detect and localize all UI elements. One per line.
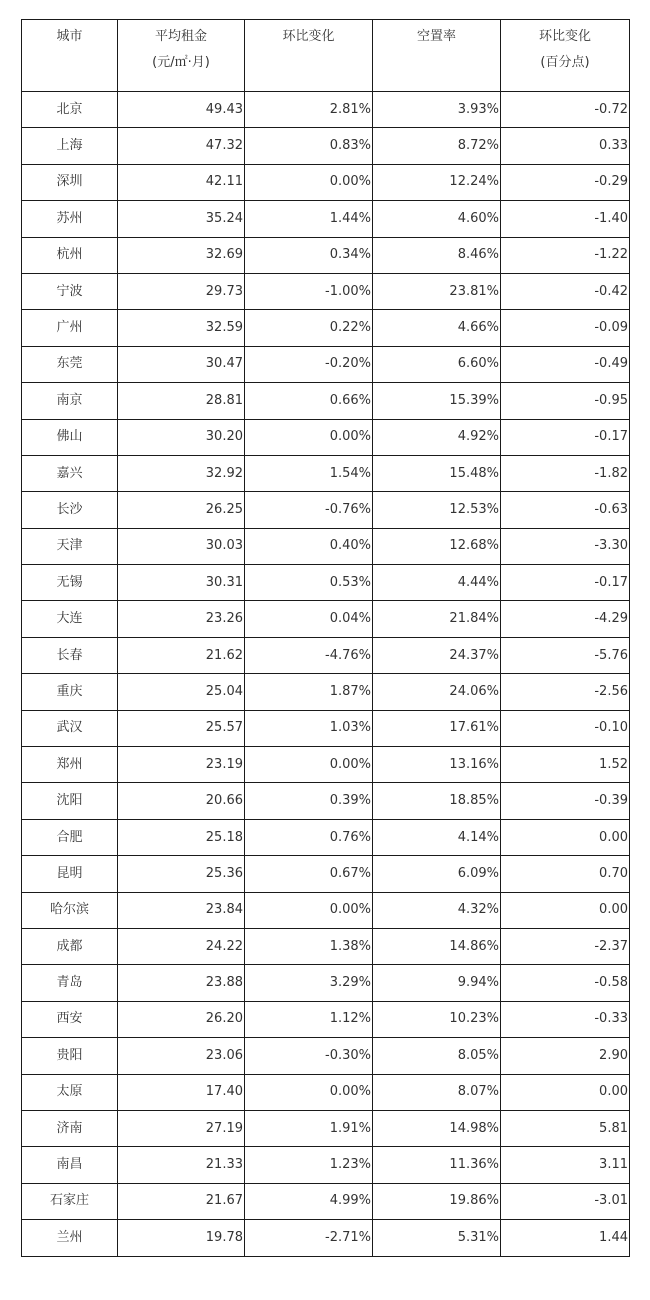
avg-rent-cell: 17.40 bbox=[118, 1074, 245, 1110]
city-cell: 武汉 bbox=[22, 710, 118, 746]
rent-change-cell: -0.76% bbox=[245, 492, 373, 528]
vacancy-change-cell: -0.17 bbox=[501, 565, 630, 601]
avg-rent-cell: 30.03 bbox=[118, 528, 245, 564]
rent-change-cell: 0.39% bbox=[245, 783, 373, 819]
table-row bbox=[22, 1183, 630, 1219]
avg-rent-cell: 23.26 bbox=[118, 601, 245, 637]
vacancy-cell: 4.60% bbox=[373, 201, 501, 237]
vacancy-cell: 11.36% bbox=[373, 1147, 501, 1183]
vacancy-change-cell: -0.17 bbox=[501, 419, 630, 455]
city-cell: 长春 bbox=[22, 637, 118, 673]
vacancy-change-cell: -2.56 bbox=[501, 674, 630, 710]
city-cell: 昆明 bbox=[22, 856, 118, 892]
avg-rent-cell: 21.67 bbox=[118, 1183, 245, 1219]
table-row bbox=[22, 856, 630, 892]
avg-rent-cell: 25.18 bbox=[118, 819, 245, 855]
vacancy-change-cell: -0.63 bbox=[501, 492, 630, 528]
table-row bbox=[22, 419, 630, 455]
vacancy-change-cell: -1.22 bbox=[501, 237, 630, 273]
city-cell: 长沙 bbox=[22, 492, 118, 528]
avg-rent-cell: 28.81 bbox=[118, 383, 245, 419]
header-rent-change bbox=[245, 20, 373, 92]
city-cell: 北京 bbox=[22, 92, 118, 128]
city-cell: 广州 bbox=[22, 310, 118, 346]
city-cell: 石家庄 bbox=[22, 1183, 118, 1219]
header-row bbox=[22, 20, 630, 92]
table-row bbox=[22, 710, 630, 746]
vacancy-change-cell: 0.00 bbox=[501, 819, 630, 855]
rent-change-cell: 1.54% bbox=[245, 455, 373, 491]
avg-rent-cell: 23.19 bbox=[118, 747, 245, 783]
table-row bbox=[22, 346, 630, 382]
header-avg-rent-unit: (元/㎡·月) bbox=[152, 55, 210, 70]
table-row bbox=[22, 1038, 630, 1074]
city-cell: 成都 bbox=[22, 928, 118, 964]
table-row bbox=[22, 1220, 630, 1256]
table-row bbox=[22, 928, 630, 964]
rent-change-cell: -0.20% bbox=[245, 346, 373, 382]
avg-rent-cell: 24.22 bbox=[118, 928, 245, 964]
vacancy-change-cell: 3.11 bbox=[501, 1147, 630, 1183]
table-row bbox=[22, 674, 630, 710]
vacancy-cell: 9.94% bbox=[373, 965, 501, 1001]
vacancy-change-cell: 0.00 bbox=[501, 892, 630, 928]
header-vacancy-change-unit: (百分点) bbox=[540, 55, 590, 70]
rent-change-cell: 1.87% bbox=[245, 674, 373, 710]
avg-rent-cell: 30.20 bbox=[118, 419, 245, 455]
vacancy-cell: 12.24% bbox=[373, 164, 501, 200]
vacancy-cell: 18.85% bbox=[373, 783, 501, 819]
city-cell: 无锡 bbox=[22, 565, 118, 601]
vacancy-change-cell: -0.95 bbox=[501, 383, 630, 419]
vacancy-change-cell: -4.29 bbox=[501, 601, 630, 637]
table-row bbox=[22, 310, 630, 346]
vacancy-cell: 5.31% bbox=[373, 1220, 501, 1256]
city-cell: 合肥 bbox=[22, 819, 118, 855]
vacancy-cell: 6.60% bbox=[373, 346, 501, 382]
avg-rent-cell: 49.43 bbox=[118, 92, 245, 128]
city-cell: 嘉兴 bbox=[22, 455, 118, 491]
avg-rent-cell: 25.36 bbox=[118, 856, 245, 892]
rent-change-cell: 0.66% bbox=[245, 383, 373, 419]
rent-change-cell: 4.99% bbox=[245, 1183, 373, 1219]
vacancy-cell: 4.32% bbox=[373, 892, 501, 928]
city-cell: 佛山 bbox=[22, 419, 118, 455]
avg-rent-cell: 20.66 bbox=[118, 783, 245, 819]
rent-change-cell: 2.81% bbox=[245, 92, 373, 128]
city-cell: 上海 bbox=[22, 128, 118, 164]
avg-rent-cell: 25.57 bbox=[118, 710, 245, 746]
vacancy-change-cell: 1.44 bbox=[501, 1220, 630, 1256]
table-row bbox=[22, 819, 630, 855]
vacancy-change-cell: -1.40 bbox=[501, 201, 630, 237]
rent-change-cell: 0.00% bbox=[245, 419, 373, 455]
vacancy-cell: 4.66% bbox=[373, 310, 501, 346]
header-rent-change-title: 环比变化 bbox=[282, 29, 335, 44]
vacancy-change-cell: 1.52 bbox=[501, 747, 630, 783]
vacancy-cell: 8.46% bbox=[373, 237, 501, 273]
avg-rent-cell: 42.11 bbox=[118, 164, 245, 200]
table-row bbox=[22, 383, 630, 419]
city-cell: 宁波 bbox=[22, 273, 118, 309]
avg-rent-cell: 47.32 bbox=[118, 128, 245, 164]
rent-change-cell: 0.00% bbox=[245, 747, 373, 783]
table-row bbox=[22, 1001, 630, 1037]
vacancy-change-cell: -2.37 bbox=[501, 928, 630, 964]
vacancy-change-cell: -0.33 bbox=[501, 1001, 630, 1037]
rent-change-cell: 1.03% bbox=[245, 710, 373, 746]
vacancy-change-cell: 5.81 bbox=[501, 1110, 630, 1146]
vacancy-cell: 12.68% bbox=[373, 528, 501, 564]
header-vacancy bbox=[373, 20, 501, 92]
vacancy-cell: 24.06% bbox=[373, 674, 501, 710]
avg-rent-cell: 21.62 bbox=[118, 637, 245, 673]
table-row bbox=[22, 965, 630, 1001]
header-avg-rent-title: 平均租金 bbox=[154, 29, 207, 44]
avg-rent-cell: 26.25 bbox=[118, 492, 245, 528]
table-row bbox=[22, 1147, 630, 1183]
rent-change-cell: 0.83% bbox=[245, 128, 373, 164]
vacancy-change-cell: -0.09 bbox=[501, 310, 630, 346]
table-row bbox=[22, 492, 630, 528]
city-cell: 兰州 bbox=[22, 1220, 118, 1256]
table-row bbox=[22, 528, 630, 564]
city-cell: 重庆 bbox=[22, 674, 118, 710]
table-header bbox=[22, 20, 630, 92]
city-cell: 天津 bbox=[22, 528, 118, 564]
vacancy-change-cell: -3.30 bbox=[501, 528, 630, 564]
rent-change-cell: -2.71% bbox=[245, 1220, 373, 1256]
city-cell: 大连 bbox=[22, 601, 118, 637]
city-cell: 南京 bbox=[22, 383, 118, 419]
rent-change-cell: 0.53% bbox=[245, 565, 373, 601]
city-cell: 太原 bbox=[22, 1074, 118, 1110]
table-row bbox=[22, 565, 630, 601]
rent-change-cell: 0.00% bbox=[245, 1074, 373, 1110]
city-cell: 济南 bbox=[22, 1110, 118, 1146]
city-cell: 沈阳 bbox=[22, 783, 118, 819]
rent-change-cell: 0.00% bbox=[245, 164, 373, 200]
vacancy-change-cell: 0.33 bbox=[501, 128, 630, 164]
table-row bbox=[22, 892, 630, 928]
rent-change-cell: 0.00% bbox=[245, 892, 373, 928]
avg-rent-cell: 21.33 bbox=[118, 1147, 245, 1183]
vacancy-change-cell: -0.10 bbox=[501, 710, 630, 746]
vacancy-cell: 15.39% bbox=[373, 383, 501, 419]
header-avg-rent bbox=[118, 20, 245, 92]
vacancy-change-cell: -5.76 bbox=[501, 637, 630, 673]
city-cell: 贵阳 bbox=[22, 1038, 118, 1074]
vacancy-cell: 4.14% bbox=[373, 819, 501, 855]
rent-change-cell: -4.76% bbox=[245, 637, 373, 673]
vacancy-cell: 8.72% bbox=[373, 128, 501, 164]
rent-change-cell: 0.04% bbox=[245, 601, 373, 637]
rent-change-cell: 1.91% bbox=[245, 1110, 373, 1146]
table-row bbox=[22, 637, 630, 673]
vacancy-change-cell: 0.00 bbox=[501, 1074, 630, 1110]
city-cell: 苏州 bbox=[22, 201, 118, 237]
table-body bbox=[22, 92, 630, 1257]
city-cell: 南昌 bbox=[22, 1147, 118, 1183]
avg-rent-cell: 25.04 bbox=[118, 674, 245, 710]
table-row bbox=[22, 455, 630, 491]
vacancy-cell: 6.09% bbox=[373, 856, 501, 892]
table-row bbox=[22, 164, 630, 200]
vacancy-cell: 13.16% bbox=[373, 747, 501, 783]
avg-rent-cell: 32.59 bbox=[118, 310, 245, 346]
header-vacancy-change-title: 环比变化 bbox=[538, 29, 591, 44]
vacancy-cell: 3.93% bbox=[373, 92, 501, 128]
table-row bbox=[22, 783, 630, 819]
vacancy-cell: 12.53% bbox=[373, 492, 501, 528]
vacancy-change-cell: -0.49 bbox=[501, 346, 630, 382]
vacancy-cell: 23.81% bbox=[373, 273, 501, 309]
vacancy-change-cell: -1.82 bbox=[501, 455, 630, 491]
rent-change-cell: 0.34% bbox=[245, 237, 373, 273]
avg-rent-cell: 23.84 bbox=[118, 892, 245, 928]
rent-change-cell: -0.30% bbox=[245, 1038, 373, 1074]
city-cell: 深圳 bbox=[22, 164, 118, 200]
city-cell: 青岛 bbox=[22, 965, 118, 1001]
city-cell: 东莞 bbox=[22, 346, 118, 382]
vacancy-change-cell: 2.90 bbox=[501, 1038, 630, 1074]
vacancy-change-cell: -0.29 bbox=[501, 164, 630, 200]
rent-change-cell: 0.22% bbox=[245, 310, 373, 346]
vacancy-change-cell: 0.70 bbox=[501, 856, 630, 892]
vacancy-cell: 17.61% bbox=[373, 710, 501, 746]
avg-rent-cell: 26.20 bbox=[118, 1001, 245, 1037]
rent-change-cell: 0.40% bbox=[245, 528, 373, 564]
avg-rent-cell: 19.78 bbox=[118, 1220, 245, 1256]
table-row bbox=[22, 601, 630, 637]
header-city-title: 城市 bbox=[56, 29, 83, 44]
avg-rent-cell: 30.47 bbox=[118, 346, 245, 382]
table-row bbox=[22, 1074, 630, 1110]
vacancy-cell: 21.84% bbox=[373, 601, 501, 637]
table-row bbox=[22, 237, 630, 273]
table-row bbox=[22, 1110, 630, 1146]
table-row bbox=[22, 128, 630, 164]
header-vacancy-change bbox=[501, 20, 630, 92]
avg-rent-cell: 27.19 bbox=[118, 1110, 245, 1146]
avg-rent-cell: 32.69 bbox=[118, 237, 245, 273]
avg-rent-cell: 23.88 bbox=[118, 965, 245, 1001]
vacancy-change-cell: -0.42 bbox=[501, 273, 630, 309]
vacancy-change-cell: -0.58 bbox=[501, 965, 630, 1001]
vacancy-cell: 8.05% bbox=[373, 1038, 501, 1074]
rent-change-cell: 1.12% bbox=[245, 1001, 373, 1037]
city-cell: 郑州 bbox=[22, 747, 118, 783]
vacancy-cell: 19.86% bbox=[373, 1183, 501, 1219]
rent-change-cell: -1.00% bbox=[245, 273, 373, 309]
vacancy-cell: 10.23% bbox=[373, 1001, 501, 1037]
rent-change-cell: 1.44% bbox=[245, 201, 373, 237]
rent-change-cell: 0.76% bbox=[245, 819, 373, 855]
table-row bbox=[22, 201, 630, 237]
city-cell: 哈尔滨 bbox=[22, 892, 118, 928]
avg-rent-cell: 23.06 bbox=[118, 1038, 245, 1074]
vacancy-change-cell: -0.72 bbox=[501, 92, 630, 128]
vacancy-change-cell: -3.01 bbox=[501, 1183, 630, 1219]
rent-change-cell: 1.38% bbox=[245, 928, 373, 964]
avg-rent-cell: 30.31 bbox=[118, 565, 245, 601]
table-row bbox=[22, 92, 630, 128]
vacancy-cell: 14.86% bbox=[373, 928, 501, 964]
avg-rent-cell: 29.73 bbox=[118, 273, 245, 309]
table-row bbox=[22, 273, 630, 309]
vacancy-cell: 15.48% bbox=[373, 455, 501, 491]
avg-rent-cell: 35.24 bbox=[118, 201, 245, 237]
vacancy-cell: 8.07% bbox=[373, 1074, 501, 1110]
vacancy-cell: 14.98% bbox=[373, 1110, 501, 1146]
city-cell: 西安 bbox=[22, 1001, 118, 1037]
table-row bbox=[22, 747, 630, 783]
vacancy-change-cell: -0.39 bbox=[501, 783, 630, 819]
avg-rent-cell: 32.92 bbox=[118, 455, 245, 491]
rent-change-cell: 1.23% bbox=[245, 1147, 373, 1183]
rent-change-cell: 0.67% bbox=[245, 856, 373, 892]
vacancy-cell: 4.44% bbox=[373, 565, 501, 601]
office-rent-table bbox=[21, 19, 630, 1257]
city-cell: 杭州 bbox=[22, 237, 118, 273]
rent-change-cell: 3.29% bbox=[245, 965, 373, 1001]
header-vacancy-title: 空置率 bbox=[416, 29, 456, 44]
header-city bbox=[22, 20, 118, 92]
vacancy-cell: 24.37% bbox=[373, 637, 501, 673]
vacancy-cell: 4.92% bbox=[373, 419, 501, 455]
rent-table-container bbox=[21, 19, 630, 1257]
